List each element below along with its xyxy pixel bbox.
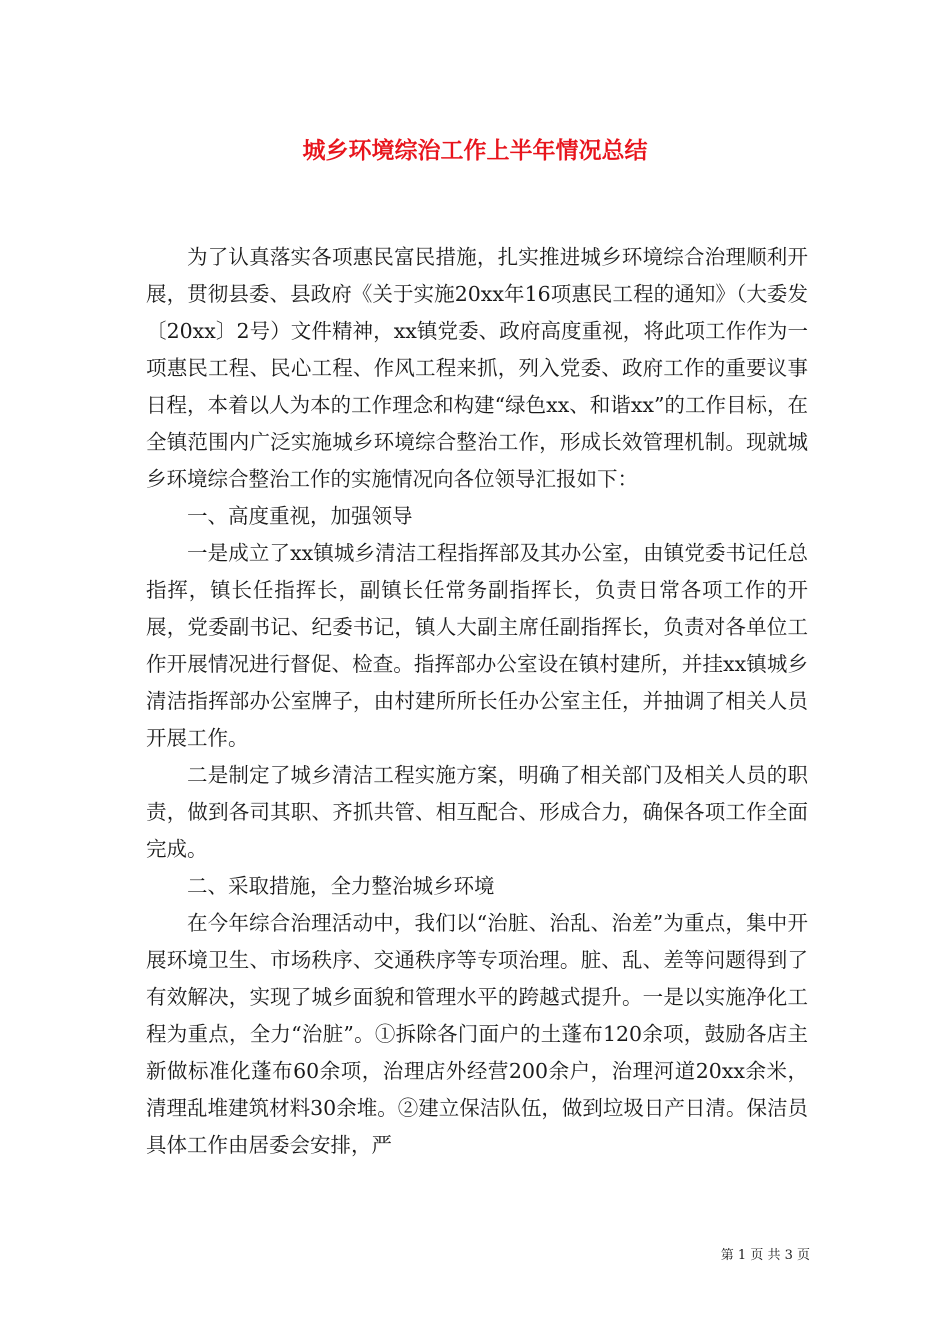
paragraph-1-2: 二是制定了城乡清洁工程实施方案，明确了相关部门及相关人员的职责，做到各司其职、齐抓共管、相互配合、形成合力，确保各项工作全面完成。 bbox=[146, 763, 808, 861]
page-number-footer: 第 1 页 共 3 页 bbox=[720, 1248, 810, 1263]
section-heading-1: 一、高度重视，加强领导 bbox=[187, 504, 413, 528]
paragraph-1-1: 一是成立了xx镇城乡清洁工程指挥部及其办公室，由镇党委书记任总指挥，镇长任指挥长，副镇长任常务副指挥长，负责日常各项工作的开展，党委副书记、纪委书记，镇人大副主席任副指挥长，负责对各单位工作开展情况进行督促、检查。指挥部办公室设在镇村建所，并挂xx镇城乡清洁指挥部办公室牌子，由村建所所长任办公室主任，并抽调了相关人员开展工作。 bbox=[146, 541, 808, 750]
paragraph-2-1: 在今年综合治理活动中，我们以“治脏、治乱、治差”为重点，集中开展环境卫生、市场秩序、交通秩序等专项治理。脏、乱、差等问题得到了有效解决，实现了城乡面貌和管理水平的跨越式提升。一是以实施净化工程为重点，全力“治脏”。①拆除各门面户的土蓬布120余项，鼓励各店主新做标准化蓬布60余项，治理店外经营200余户，治理河道20xx余米，清理乱堆建筑材料30余堆。②建立保洁队伍，做到垃圾日产日清。保洁员具体工作由居委会安排，严 bbox=[146, 911, 808, 1157]
section-heading-2: 二、采取措施，全力整治城乡环境 bbox=[187, 874, 495, 898]
document-body bbox=[146, 239, 808, 1164]
document-title: 城乡环境综治工作上半年情况总结 bbox=[302, 137, 648, 164]
paragraph-intro: 为了认真落实各项惠民富民措施，扎实推进城乡环境综合治理顺利开展，贯彻县委、县政府《关于实施20xx年16项惠民工程的通知》（大委发〔20xx〕2号）文件精神，xx镇党委、政府高度重视，将此项工作作为一项惠民工程、民心工程、作风工程来抓，列入党委、政府工作的重要议事日程，本着以人为本的工作理念和构建“绿色xx、和谐xx”的工作目标，在全镇范围内广泛实施城乡环境综合整治工作，形成长效管理机制。现就城乡环境综合整治工作的实施情况向各位领导汇报如下： bbox=[146, 245, 808, 491]
